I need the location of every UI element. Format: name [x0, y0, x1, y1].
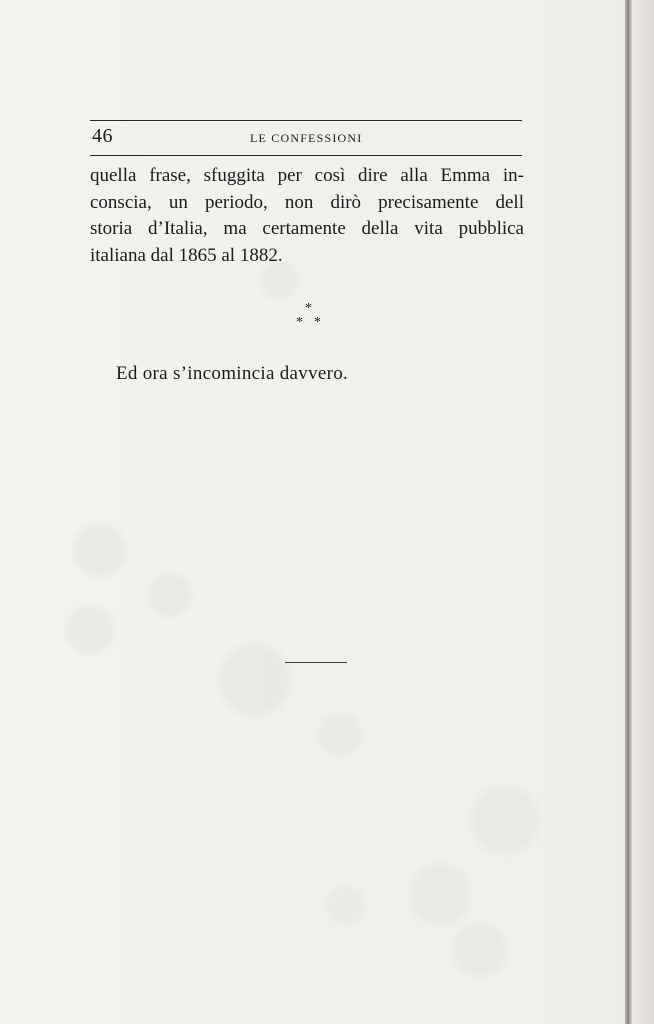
text-line: conscia, un periodo, non dirò precisamente dell [90, 191, 524, 213]
asterisk: * [296, 315, 303, 330]
body-paragraph [90, 163, 524, 269]
asterisk: * [305, 301, 312, 316]
running-head [90, 123, 522, 153]
page-number: 46 [92, 125, 113, 147]
header-rule-top [90, 120, 522, 121]
chapter-end-rule [285, 662, 347, 663]
asterism-separator [292, 302, 332, 338]
text-line: italiana dal 1865 al 1882. [90, 244, 283, 266]
text-line: storia d’Italia, ma certamente della vita pubblica [90, 218, 524, 239]
text-line: quella frase, sfuggita per così dire alla Emma in- [90, 165, 524, 186]
page-edge-shadow [632, 0, 654, 1024]
running-title: LE CONFESSIONI [250, 131, 363, 145]
asterisk: * [314, 315, 321, 330]
binding-edge [625, 0, 632, 1024]
header-rule-bottom [90, 155, 522, 156]
closing-line: Ed ora s’incomincia davvero. [116, 363, 349, 384]
